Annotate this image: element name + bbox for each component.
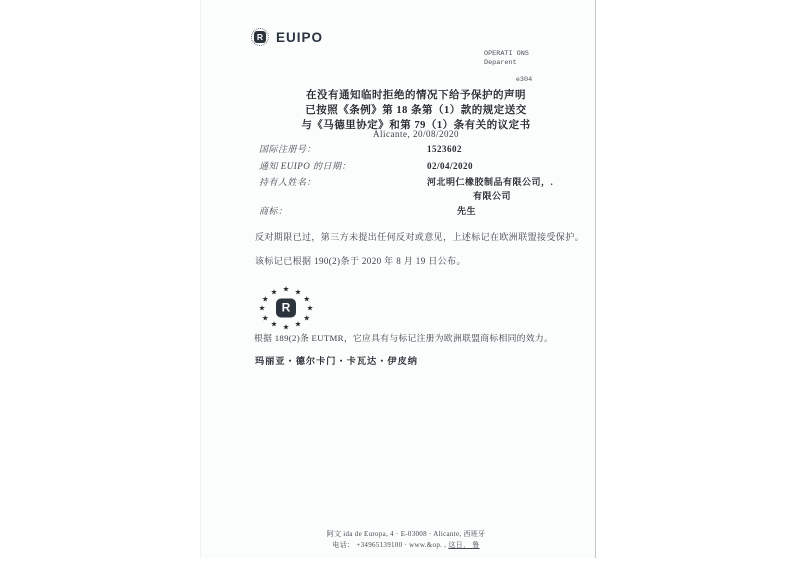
eu-stars-seal xyxy=(259,286,313,330)
field-row-trademark xyxy=(259,204,589,217)
star-icon: ★ xyxy=(261,293,269,303)
footer-phone: 电话： +34965139100 · www.&op. , xyxy=(332,541,449,549)
star-icon: ★ xyxy=(261,312,269,322)
star-icon: ★ xyxy=(306,303,314,313)
legal-effect-line: 根据 189(2)条 EUTMR，它应具有与标记注册为欧洲联盟商标相同的效力。 xyxy=(254,333,554,343)
title-line-2: 已按照《条例》第 18 条第（1）款的规定送交 xyxy=(305,105,527,116)
star-icon: ★ xyxy=(294,319,302,329)
field-label: 持有人姓名： xyxy=(259,177,317,187)
star-icon: ★ xyxy=(282,284,290,294)
field-label: 商标： xyxy=(259,206,288,216)
department-label: OPERATI ONS Deparent xyxy=(484,50,529,67)
euipo-logo xyxy=(251,28,323,46)
title-line-3: 与《马德里协定》和第 79（1）条有关的议定书 xyxy=(301,120,531,131)
field-value: 先生 xyxy=(457,206,477,216)
footer-phone-line xyxy=(217,540,595,551)
star-icon: ★ xyxy=(303,312,311,322)
field-value-line2: 有限公司 xyxy=(473,191,512,201)
signatory-name: 玛丽亚・德尔卡门・卡瓦达・伊皮纳 xyxy=(255,356,418,366)
star-icon: ★ xyxy=(294,286,302,296)
euipo-r-mark-icon xyxy=(251,28,269,46)
euipo-wordmark: EUIPO xyxy=(276,29,324,45)
footer-link[interactable]: 这日， 鲁 xyxy=(448,541,480,549)
star-icon: ★ xyxy=(303,293,311,303)
seal-r-mark: R xyxy=(276,299,296,318)
field-value: 02/04/2020 xyxy=(427,161,474,171)
field-row-registration-number xyxy=(259,142,589,155)
field-label: 通知 EUIPO 的日期： xyxy=(259,161,351,171)
footer-address: 阿文 ida de Europa, 4 · E-03008 · Alicante, 西班牙 xyxy=(326,530,486,538)
field-value: 河北明仁橡胶制品有限公司，. xyxy=(427,177,554,187)
body-paragraph-publication: 该标记已根据 190(2)条于 2020 年 8 月 19 日公布。 xyxy=(255,256,466,266)
field-label: 国际注册号： xyxy=(259,144,317,154)
body-paragraph-protection: 反对期限已过，第三方未提出任何反对或意见，上述标记在欧洲联盟接受保护。 xyxy=(255,232,585,242)
place-date-line: Alicante, 20/08/2020 xyxy=(373,129,459,139)
field-value: 1523602 xyxy=(427,144,462,154)
r-letter-mark: R xyxy=(254,31,266,43)
star-icon: ★ xyxy=(258,303,266,313)
star-icon: ★ xyxy=(282,322,290,332)
page-footer xyxy=(201,529,595,551)
star-icon: ★ xyxy=(270,286,278,296)
header-right xyxy=(484,50,564,85)
field-row-holder-name xyxy=(259,175,589,202)
title-line-1: 在没有通知临时拒绝的情况下给予保护的声明 xyxy=(306,90,526,101)
document-page xyxy=(200,0,596,558)
field-row-notification-date xyxy=(259,159,589,172)
star-icon: ★ xyxy=(270,319,278,329)
document-code: e304 xyxy=(515,76,533,84)
document-title xyxy=(201,88,595,133)
